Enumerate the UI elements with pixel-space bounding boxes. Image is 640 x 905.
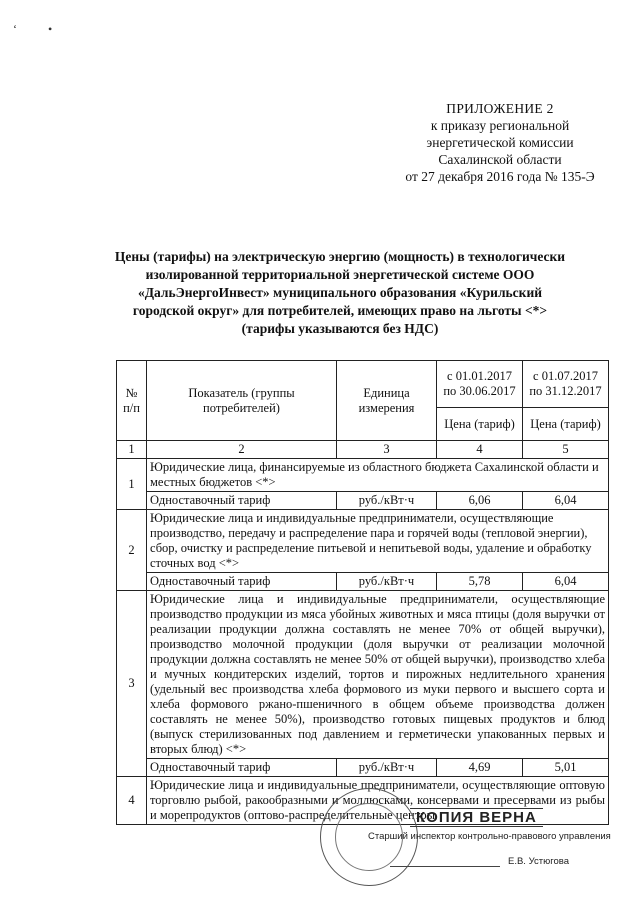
tariff-name: Одноставочный тариф <box>147 492 337 510</box>
table-row <box>117 510 609 573</box>
header-period-2: с 01.07.2017 по 31.12.2017 <box>523 361 609 408</box>
consumer-group: Юридические лица и индивидуальные предприниматели, осуществляющие оптовую торговлю рыбой, ракообразными и моллюсками, консервами и пресервами из рыбы и морепродуктов (оптово-распределительные центры <box>147 777 609 825</box>
price-period-2: 5,01 <box>523 759 609 777</box>
header-period-1: с 01.01.2017 по 30.06.2017 <box>437 361 523 408</box>
title-line: городской округ» для потребителей, имеющих право на льготы <*> <box>132 303 548 318</box>
title-line: Цены (тарифы) на электрическую энергию (мощность) в технологически <box>114 249 566 264</box>
table-row <box>117 459 609 492</box>
price-period-2: 6,04 <box>523 573 609 591</box>
price-period-1: 5,78 <box>437 573 523 591</box>
column-number: 3 <box>337 441 437 459</box>
header-price-2: Цена (тариф) <box>523 408 609 441</box>
header-unit: Единица измерения <box>337 361 437 441</box>
appendix-line: Сахалинской области <box>438 152 562 167</box>
row-number: 2 <box>117 510 147 591</box>
header-num: № п/п <box>117 361 147 441</box>
price-period-1: 4,69 <box>437 759 523 777</box>
document-title <box>95 248 585 338</box>
price-period-2: 6,04 <box>523 492 609 510</box>
appendix-title: ПРИЛОЖЕНИЕ 2 <box>446 101 554 116</box>
stamp-name: Е.В. Устюгова <box>508 856 569 867</box>
column-numbers-row <box>117 441 609 459</box>
title-line: изолированной территориальной энергетической системе ООО <box>145 267 535 282</box>
price-period-1: 6,06 <box>437 492 523 510</box>
table-row <box>117 759 609 777</box>
table-row <box>117 591 609 759</box>
tariff-name: Одноставочный тариф <box>147 573 337 591</box>
header-row <box>117 361 609 408</box>
consumer-group: Юридические лица и индивидуальные предприниматели, осуществляющие производство продукции из мяса убойных животных и мяса птицы (доля выручки от реализации продукции должна составлять не менее 70% от общей выручки), производство молочной продукции (доля выручки от реализации молочной продукции должна составлять не менее 50% от общей выручки), производство хлеба и мучных кондитерских изделий, тортов и пирожных недлительного хранения (удельный вес производства хлеба формового из муки первого и высшего сорта и хлеба формового ржано-пшеничного в общем объеме производства должен составлять не менее 50%), производство готовых пищевых продуктов и блюд (выпуск стерилизованных под давлением и герметически упакованных первых и вторых блюд) <*> <box>147 591 609 759</box>
row-number: 1 <box>117 459 147 510</box>
table-row <box>117 573 609 591</box>
unit: руб./кВт·ч <box>337 573 437 591</box>
scan-marks: ‘ • <box>13 22 67 36</box>
row-number: 4 <box>117 777 147 825</box>
appendix-line: от 27 декабря 2016 года № 135-Э <box>405 169 595 184</box>
signature-line <box>390 866 500 867</box>
table-row <box>117 492 609 510</box>
stamp-position: Старший инспектор контрольно-правового управления <box>368 831 611 842</box>
appendix-header <box>380 100 620 185</box>
row-number: 3 <box>117 591 147 777</box>
header-indicator: Показатель (группы потребителей) <box>147 361 337 441</box>
column-number: 5 <box>523 441 609 459</box>
column-number: 1 <box>117 441 147 459</box>
appendix-line: к приказу региональной <box>430 118 570 133</box>
certification-stamp <box>320 788 611 903</box>
consumer-group: Юридические лица и индивидуальные предприниматели, осуществляющие производство, передачу и распределение пара и горячей воды (тепловой энергии), сбор, очистку и распределение питьевой и непитьевой воды, удаление и обработку сточных вод <*> <box>147 510 609 573</box>
tariff-table <box>116 360 609 825</box>
column-number: 2 <box>147 441 337 459</box>
title-line: «ДальЭнергоИнвест» муниципального образования «Курильский <box>137 285 542 300</box>
tariff-name: Одноставочный тариф <box>147 759 337 777</box>
stamp-title: КОПИЯ ВЕРНА <box>410 808 543 827</box>
consumer-group: Юридические лица, финансируемые из областного бюджета Сахалинской области и местных бюджетов <*> <box>147 459 609 492</box>
unit: руб./кВт·ч <box>337 759 437 777</box>
title-line: (тарифы указываются без НДС) <box>241 321 439 336</box>
column-number: 4 <box>437 441 523 459</box>
appendix-line: энергетической комиссии <box>426 135 574 150</box>
unit: руб./кВт·ч <box>337 492 437 510</box>
header-price-1: Цена (тариф) <box>437 408 523 441</box>
